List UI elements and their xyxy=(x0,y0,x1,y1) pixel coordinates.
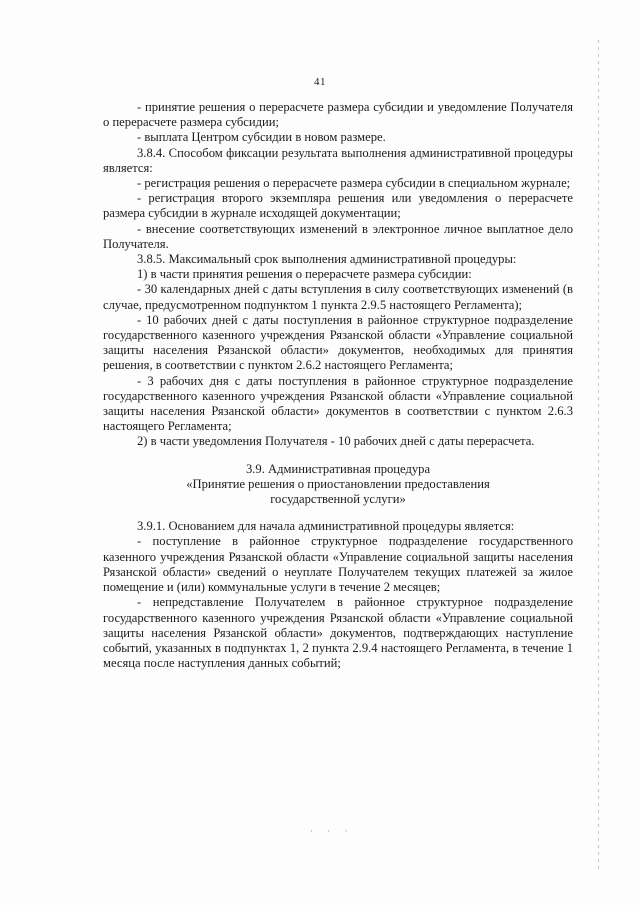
page-number: 41 xyxy=(314,76,326,88)
section-heading-line: государственной услуги» xyxy=(270,492,406,507)
scan-specks: · · · xyxy=(310,826,354,836)
paragraph: - принятие решения о перерасчете размера субсидии и уведомление Получателя о перерасчете размера субсидии; xyxy=(103,100,573,130)
paragraph: 1) в части принятия решения о перерасчете размера субсидии: xyxy=(137,267,472,282)
paragraph: - регистрация второго экземпляра решения или уведомления о перерасчете размера субсидии в журнале исходящей документации; xyxy=(103,191,573,221)
section-heading-line: 3.9. Административная процедура xyxy=(245,461,431,476)
paragraph: - 30 календарных дней с даты вступления в силу соответствующих изменений (в случае, предусмотренном подпунктом 1 пункта 2.9.5 настоящего Регламента); xyxy=(103,282,573,312)
scan-edge-line xyxy=(598,40,599,870)
paragraph: - 10 рабочих дней с даты поступления в районное структурное подразделение государственного казенного учреждения Рязанской области «Управление социальной защиты населения Рязанской области» документов, необходимых для принятия решения, в соответствии с пунктом 2.6.2 настоящего Регламента; xyxy=(103,312,573,373)
paragraph: 3.8.5. Максимальный срок выполнения административной процедуры: xyxy=(137,252,517,267)
paragraph: - регистрация решения о перерасчете размера субсидии в специальном журнале; xyxy=(137,176,571,191)
paragraph: - внесение соответствующих изменений в электронное личное выплатное дело Получателя. xyxy=(103,221,573,251)
paragraph: - непредставление Получателем в районное структурное подразделение государственного казенного учреждения Рязанской области «Управление социальной защиты населения Рязанской области» документов, подтверждающих наступление событий, указанных в подпунктах 1, 2 пункта 2.9.4 настоящего Регламента, в течение 1 месяца после наступления данных событий; xyxy=(103,595,573,671)
paragraph: - выплата Центром субсидии в новом размере. xyxy=(137,130,386,145)
document-body xyxy=(103,100,573,671)
paragraph: 3.8.4. Способом фиксации результата выполнения административной процедуры является: xyxy=(103,145,573,175)
paragraph: 3.9.1. Основанием для начала административной процедуры является: xyxy=(137,519,515,534)
paragraph: 2) в части уведомления Получателя - 10 рабочих дней с даты перерасчета. xyxy=(137,434,535,449)
section-heading-line: «Принятие решения о приостановлении предоставления xyxy=(186,476,490,491)
paragraph: - поступление в районное структурное подразделение государственного казенного учреждения Рязанской области «Управление социальной защиты населения Рязанской области» сведений о неуплате Получателем текущих платежей за жилое помещение и (или) коммунальные услуги в течение 2 месяцев; xyxy=(103,534,573,595)
paragraph: - 3 рабочих дня с даты поступления в районное структурное подразделение государственного казенного учреждения Рязанской области «Управление социальной защиты населения Рязанской области» документов в соответствии с пунктом 2.6.3 настоящего Регламента; xyxy=(103,373,573,434)
